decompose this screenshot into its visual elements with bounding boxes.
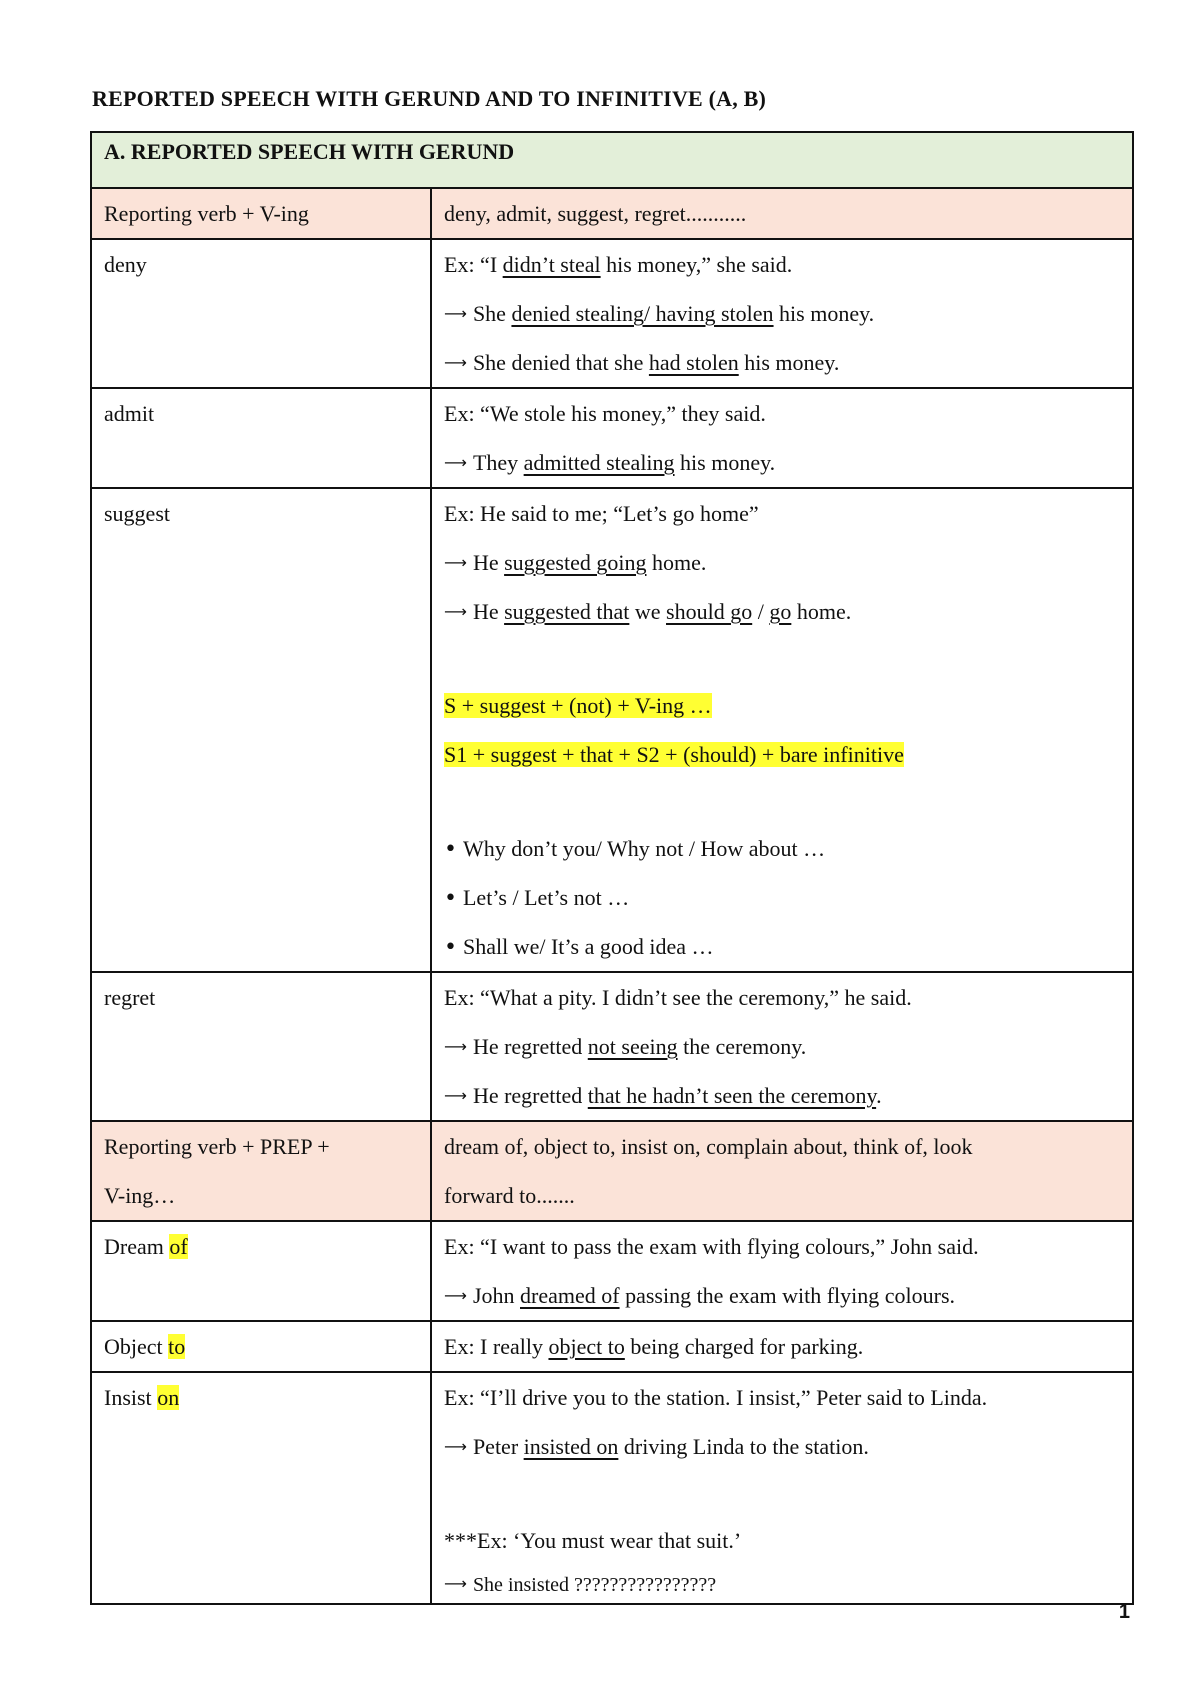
examples-cell: [431, 1321, 1133, 1372]
verb-label: suggest: [91, 488, 431, 972]
header-left: Reporting verb + PREP + V-ing…: [91, 1121, 431, 1221]
verb-label: Insist on: [91, 1372, 431, 1604]
verb-label: admit: [91, 388, 431, 488]
report-line: ⟶ He suggested going home.: [444, 538, 1120, 587]
arrow-right-icon: ⟶: [444, 1574, 467, 1593]
table-row-insist-on: [91, 1372, 1133, 1604]
example-line: Ex: “What a pity. I didn’t see the ceremony,” he said.: [444, 985, 912, 1010]
header-row-verb-prep-ving: [91, 1121, 1133, 1221]
formula-line: [444, 681, 1120, 730]
arrow-right-icon: ⟶: [444, 553, 467, 572]
arrow-right-icon: ⟶: [444, 304, 467, 323]
report-line: ⟶ He regretted not seeing the ceremony.: [444, 1022, 1120, 1071]
header-left: Reporting verb + V-ing: [91, 188, 431, 239]
preposition-highlight: of: [169, 1234, 188, 1259]
bullet-icon: •: [444, 935, 457, 960]
arrow-right-icon: ⟶: [444, 1037, 467, 1056]
examples-cell: [431, 388, 1133, 488]
table-row-suggest: [91, 488, 1133, 972]
page-number: 1: [1118, 1601, 1130, 1623]
header-row-verb-ving: [91, 188, 1133, 239]
example-line: Ex: “I didn’t steal his money,” she said.: [444, 252, 793, 277]
header-right: dream of, object to, insist on, complain about, think of, look forward to.......: [431, 1121, 1133, 1221]
example-line: Ex: He said to me; “Let’s go home”: [444, 501, 759, 526]
section-title: A. REPORTED SPEECH WITH GERUND: [91, 132, 1133, 188]
bullet-icon: •: [444, 837, 457, 862]
arrow-right-icon: ⟶: [444, 353, 467, 372]
arrow-right-icon: ⟶: [444, 453, 467, 472]
verb-label: Object to: [91, 1321, 431, 1372]
examples-cell: [431, 1372, 1133, 1604]
gerund-table: [90, 131, 1134, 1605]
examples-cell: [431, 1221, 1133, 1321]
report-line: ⟶ She denied stealing/ having stolen his money.: [444, 289, 1120, 338]
table-row-object-to: [91, 1321, 1133, 1372]
example-line: Ex: I really object to being charged for parking.: [444, 1334, 864, 1359]
verb-label: Dream of: [91, 1221, 431, 1321]
table-row-admit: [91, 388, 1133, 488]
bullet-icon: •: [444, 886, 457, 911]
example-line: Ex: “We stole his money,” they said.: [444, 401, 766, 426]
example-line: Ex: “I’ll drive you to the station. I insist,” Peter said to Linda.: [444, 1385, 988, 1410]
formula-highlight: S1 + suggest + that + S2 + (should) + bare infinitive: [444, 742, 904, 767]
preposition-highlight: to: [168, 1334, 186, 1359]
examples-cell: [431, 972, 1133, 1121]
table-row-deny: [91, 239, 1133, 388]
section-header-row: [91, 132, 1133, 188]
report-line: ⟶ She insisted ????????????????: [444, 1565, 1120, 1603]
examples-cell: [431, 239, 1133, 388]
example-line: ***Ex: ‘You must wear that suit.’: [444, 1528, 742, 1553]
arrow-right-icon: ⟶: [444, 1286, 467, 1305]
formula-highlight: S + suggest + (not) + V-ing …: [444, 693, 712, 718]
header-right: deny, admit, suggest, regret...........: [431, 188, 1133, 239]
report-line: ⟶ They admitted stealing his money.: [444, 438, 1120, 487]
report-line: ⟶ He suggested that we should go / go home.: [444, 587, 1120, 636]
arrow-right-icon: ⟶: [444, 1086, 467, 1105]
verb-label: deny: [91, 239, 431, 388]
table-row-regret: [91, 972, 1133, 1121]
report-line: ⟶ He regretted that he hadn’t seen the ceremony.: [444, 1071, 1120, 1120]
arrow-right-icon: ⟶: [444, 602, 467, 621]
report-line: ⟶ She denied that she had stolen his money.: [444, 338, 1120, 387]
example-line: Ex: “I want to pass the exam with flying colours,” John said.: [444, 1234, 979, 1259]
report-line: ⟶ John dreamed of passing the exam with flying colours.: [444, 1271, 1120, 1320]
bullet-item: • Let’s / Let’s not …: [444, 873, 1120, 922]
table-row-dream-of: [91, 1221, 1133, 1321]
report-line: ⟶ Peter insisted on driving Linda to the station.: [444, 1422, 1120, 1471]
preposition-highlight: on: [157, 1385, 180, 1410]
bullet-item: • Shall we/ It’s a good idea …: [444, 922, 1120, 971]
page-title: REPORTED SPEECH WITH GERUND AND TO INFINITIVE (A, B): [92, 86, 767, 111]
bullet-item: • Why don’t you/ Why not / How about …: [444, 824, 1120, 873]
formula-line: [444, 730, 1120, 779]
arrow-right-icon: ⟶: [444, 1437, 467, 1456]
verb-label: regret: [91, 972, 431, 1121]
examples-cell: [431, 488, 1133, 972]
